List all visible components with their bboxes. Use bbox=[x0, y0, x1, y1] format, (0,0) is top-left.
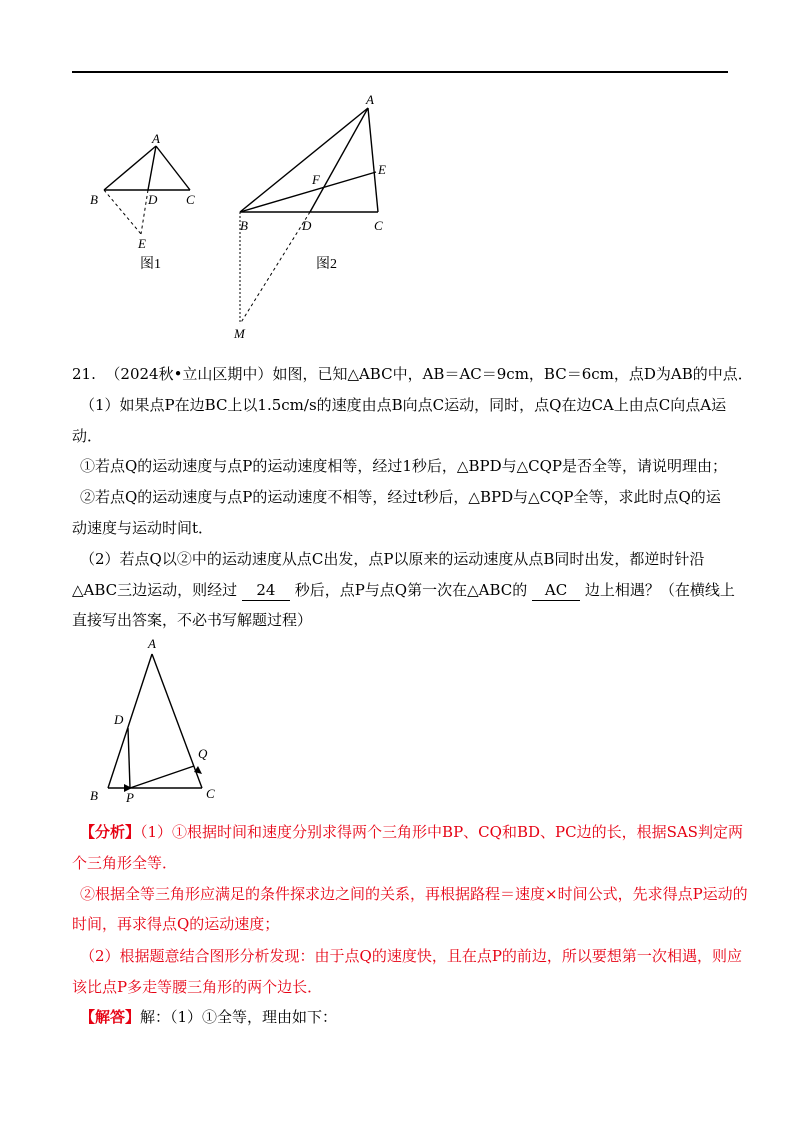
analysis-line5: （2）根据题意结合图形分析发现：由于点Q的速度快，且在点P的前边，所以要想第一次相遇，则应 bbox=[80, 947, 742, 965]
fig3-label-p: P bbox=[126, 790, 134, 805]
answer-blank-time: 24 bbox=[242, 580, 290, 601]
figure-3 bbox=[86, 634, 226, 806]
analysis-line6: 该比点P多走等腰三角形的两个边长． bbox=[72, 978, 323, 996]
fig2-label-e: E bbox=[378, 162, 386, 177]
fig3-label-d: D bbox=[114, 712, 124, 727]
fig1-caption: 图1 bbox=[140, 257, 161, 272]
problem-stem-text: 如图，已知△ABC中，AB＝AC＝9cm，BC＝6cm，点D为AB的中点． bbox=[272, 365, 753, 383]
part2-line2 bbox=[72, 580, 735, 601]
fig3-label-a: A bbox=[148, 636, 156, 651]
question-1: ①若点Q的运动速度与点P的运动速度相等，经过1秒后，△BPD与△CQP是否全等，请说明理由； bbox=[80, 457, 728, 475]
answer-tag: 【解答】 bbox=[80, 1008, 141, 1026]
fig2-label-c: C bbox=[374, 218, 383, 233]
figure-2 bbox=[228, 92, 398, 344]
problem-number: 21. bbox=[72, 365, 96, 383]
fig1-label-b: B bbox=[90, 192, 98, 207]
part2-line3: 直接写出答案，不必书写解题过程） bbox=[72, 611, 313, 629]
fig1-label-c: C bbox=[186, 192, 195, 207]
part2-text-b: 秒后，点P与点Q第一次在△ABC的 bbox=[294, 581, 528, 599]
part1-line2: 动． bbox=[72, 427, 103, 445]
part2-text-a: △ABC三边运动，则经过 bbox=[72, 581, 238, 599]
fig2-label-a: A bbox=[366, 92, 374, 107]
analysis-text-1: （1）①根据时间和速度分别求得两个三角形中BP、CQ和BD、PC边的长，根据SAS判定两 bbox=[140, 823, 743, 841]
fig3-label-q: Q bbox=[198, 746, 208, 761]
figure-1 bbox=[86, 130, 196, 280]
question-2-line1: ②若点Q的运动速度与点P的运动速度不相等，经过t秒后，△BPD与△CQP全等，求此时点Q的运 bbox=[80, 488, 721, 506]
fig2-caption: 图2 bbox=[316, 257, 337, 272]
analysis-line4: 时间，再求得点Q的运动速度； bbox=[72, 915, 280, 933]
fig1-label-d: D bbox=[148, 192, 158, 207]
problem-stem bbox=[72, 364, 753, 384]
fig1-label-a: A bbox=[152, 131, 160, 146]
fig1-label-e: E bbox=[138, 236, 146, 251]
answer-text: 解：（1）①全等，理由如下： bbox=[140, 1008, 338, 1026]
analysis-line1 bbox=[80, 822, 743, 842]
part1-line1: （1）如果点P在边BC上以1.5cm/s的速度由点B向点C运动，同时，点Q在边CA上由点C向点A运 bbox=[80, 396, 727, 414]
fig2-label-d: D bbox=[302, 218, 312, 233]
analysis-line3: ②根据全等三角形应满足的条件探求边之间的关系，再根据路程＝速度×时间公式，先求得点P运动的 bbox=[80, 885, 748, 903]
analysis-line2: 个三角形全等． bbox=[72, 854, 178, 872]
fig2-label-f: F bbox=[312, 172, 320, 187]
problem-source: （2024秋•立山区期中） bbox=[105, 365, 273, 383]
fig2-label-b: B bbox=[240, 218, 248, 233]
fig3-label-c: C bbox=[206, 786, 215, 801]
question-2-line2: 动速度与运动时间t． bbox=[72, 519, 214, 537]
analysis-tag: 【分析】 bbox=[80, 823, 141, 841]
answer-blank-side: AC bbox=[532, 580, 580, 601]
part2-text-c: 边上相遇？（在横线上 bbox=[584, 581, 735, 599]
answer-line bbox=[80, 1007, 740, 1027]
part2-line1: （2）若点Q以②中的运动速度从点C出发，点P以原来的运动速度从点B同时出发，都逆时针沿 bbox=[80, 550, 705, 568]
fig3-label-b: B bbox=[90, 788, 98, 803]
top-rule bbox=[72, 71, 728, 73]
fig2-label-m: M bbox=[234, 326, 245, 341]
